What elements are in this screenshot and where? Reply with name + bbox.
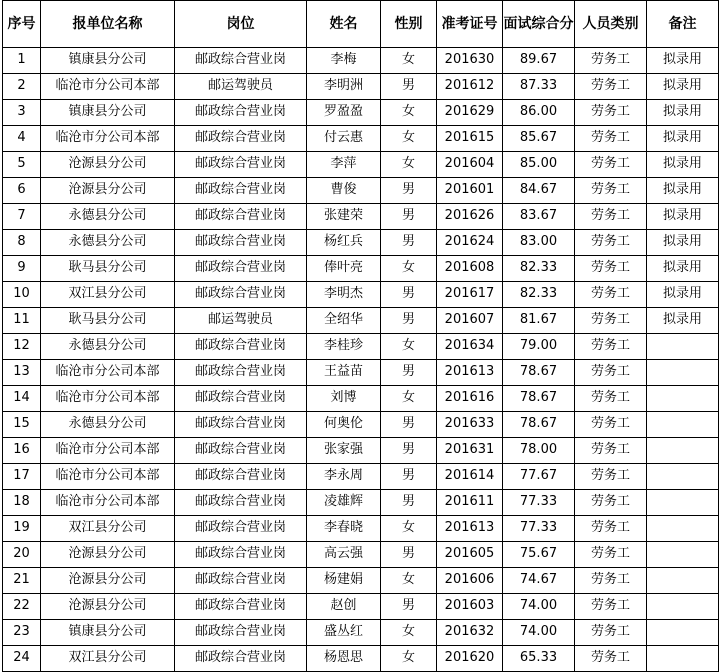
cell-type: 劳务工 <box>575 542 647 568</box>
table-row <box>3 568 719 594</box>
cell-type: 劳务工 <box>575 464 647 490</box>
cell-post: 邮政综合营业岗 <box>175 48 307 74</box>
cell-type: 劳务工 <box>575 74 647 100</box>
cell-unit: 沧源县分公司 <box>41 178 175 204</box>
cell-name: 何奥伦 <box>307 412 381 438</box>
cell-card: 201613 <box>437 360 503 386</box>
cell-score: 85.67 <box>503 126 575 152</box>
cell-post: 邮政综合营业岗 <box>175 464 307 490</box>
cell-sex: 女 <box>381 152 437 178</box>
column-header-sex <box>381 1 437 48</box>
cell-idx: 11 <box>3 308 41 334</box>
cell-sex: 男 <box>381 282 437 308</box>
cell-card: 201617 <box>437 282 503 308</box>
cell-post: 邮运驾驶员 <box>175 74 307 100</box>
cell-name: 李桂珍 <box>307 334 381 360</box>
cell-post: 邮政综合营业岗 <box>175 412 307 438</box>
cell-sex: 女 <box>381 646 437 672</box>
cell-sex: 女 <box>381 386 437 412</box>
cell-name: 俸叶亮 <box>307 256 381 282</box>
column-header-index-label: 序号 <box>7 15 36 32</box>
cell-idx: 5 <box>3 152 41 178</box>
cell-card: 201608 <box>437 256 503 282</box>
table-row <box>3 438 719 464</box>
table-row <box>3 360 719 386</box>
cell-remark: 拟录用 <box>647 204 719 230</box>
cell-sex: 男 <box>381 74 437 100</box>
cell-name: 盛丛红 <box>307 620 381 646</box>
cell-name: 罗盈盈 <box>307 100 381 126</box>
cell-unit: 永德县分公司 <box>41 412 175 438</box>
cell-card: 201605 <box>437 542 503 568</box>
cell-type: 劳务工 <box>575 620 647 646</box>
cell-unit: 双江县分公司 <box>41 516 175 542</box>
cell-sex: 男 <box>381 178 437 204</box>
cell-unit: 临沧市分公司本部 <box>41 490 175 516</box>
table-row <box>3 334 719 360</box>
cell-remark <box>647 568 719 594</box>
table-row <box>3 282 719 308</box>
cell-idx: 24 <box>3 646 41 672</box>
cell-idx: 8 <box>3 230 41 256</box>
table-row <box>3 230 719 256</box>
cell-name: 张家强 <box>307 438 381 464</box>
cell-sex: 男 <box>381 360 437 386</box>
cell-sex: 男 <box>381 412 437 438</box>
column-header-type <box>575 1 647 48</box>
cell-remark <box>647 412 719 438</box>
cell-name: 刘博 <box>307 386 381 412</box>
cell-score: 81.67 <box>503 308 575 334</box>
cell-type: 劳务工 <box>575 646 647 672</box>
cell-unit: 沧源县分公司 <box>41 152 175 178</box>
cell-idx: 15 <box>3 412 41 438</box>
table-row <box>3 178 719 204</box>
column-header-post-label: 岗位 <box>226 15 255 32</box>
cell-card: 201614 <box>437 464 503 490</box>
cell-unit: 永德县分公司 <box>41 230 175 256</box>
cell-sex: 女 <box>381 516 437 542</box>
cell-remark <box>647 386 719 412</box>
cell-name: 高云强 <box>307 542 381 568</box>
cell-score: 87.33 <box>503 74 575 100</box>
cell-idx: 13 <box>3 360 41 386</box>
column-header-index <box>3 1 41 48</box>
cell-card: 201611 <box>437 490 503 516</box>
cell-unit: 沧源县分公司 <box>41 542 175 568</box>
cell-sex: 女 <box>381 100 437 126</box>
cell-post: 邮政综合营业岗 <box>175 360 307 386</box>
cell-remark: 拟录用 <box>647 178 719 204</box>
cell-remark: 拟录用 <box>647 100 719 126</box>
cell-remark: 拟录用 <box>647 308 719 334</box>
cell-name: 全绍华 <box>307 308 381 334</box>
cell-unit: 耿马县分公司 <box>41 256 175 282</box>
cell-unit: 镇康县分公司 <box>41 48 175 74</box>
cell-card: 201629 <box>437 100 503 126</box>
cell-post: 邮政综合营业岗 <box>175 620 307 646</box>
table-head <box>3 1 719 48</box>
cell-unit: 永德县分公司 <box>41 334 175 360</box>
cell-unit: 双江县分公司 <box>41 282 175 308</box>
cell-idx: 1 <box>3 48 41 74</box>
cell-post: 邮政综合营业岗 <box>175 204 307 230</box>
cell-score: 78.00 <box>503 438 575 464</box>
cell-sex: 男 <box>381 230 437 256</box>
cell-sex: 男 <box>381 438 437 464</box>
column-header-post <box>175 1 307 48</box>
cell-post: 邮运驾驶员 <box>175 308 307 334</box>
cell-type: 劳务工 <box>575 282 647 308</box>
cell-idx: 10 <box>3 282 41 308</box>
column-header-score-label: 面试综合分 <box>503 15 574 32</box>
cell-idx: 18 <box>3 490 41 516</box>
table-row <box>3 646 719 672</box>
cell-idx: 21 <box>3 568 41 594</box>
cell-remark <box>647 360 719 386</box>
table-row <box>3 100 719 126</box>
column-header-card <box>437 1 503 48</box>
cell-remark <box>647 516 719 542</box>
cell-card: 201601 <box>437 178 503 204</box>
cell-type: 劳务工 <box>575 412 647 438</box>
cell-post: 邮政综合营业岗 <box>175 568 307 594</box>
cell-score: 74.67 <box>503 568 575 594</box>
cell-post: 邮政综合营业岗 <box>175 516 307 542</box>
cell-idx: 17 <box>3 464 41 490</box>
cell-sex: 男 <box>381 308 437 334</box>
cell-name: 李明杰 <box>307 282 381 308</box>
cell-post: 邮政综合营业岗 <box>175 230 307 256</box>
column-header-remark-label: 备注 <box>668 15 697 32</box>
cell-name: 凌雄辉 <box>307 490 381 516</box>
cell-post: 邮政综合营业岗 <box>175 334 307 360</box>
cell-idx: 14 <box>3 386 41 412</box>
cell-idx: 7 <box>3 204 41 230</box>
column-header-score <box>503 1 575 48</box>
cell-unit: 双江县分公司 <box>41 646 175 672</box>
cell-unit: 临沧市分公司本部 <box>41 464 175 490</box>
cell-score: 85.00 <box>503 152 575 178</box>
cell-idx: 3 <box>3 100 41 126</box>
cell-type: 劳务工 <box>575 152 647 178</box>
candidate-results-table <box>2 0 719 672</box>
cell-card: 201604 <box>437 152 503 178</box>
cell-score: 83.00 <box>503 230 575 256</box>
column-header-name-label: 姓名 <box>329 15 358 32</box>
cell-score: 78.67 <box>503 412 575 438</box>
cell-idx: 9 <box>3 256 41 282</box>
cell-card: 201606 <box>437 568 503 594</box>
cell-type: 劳务工 <box>575 48 647 74</box>
cell-type: 劳务工 <box>575 516 647 542</box>
cell-card: 201612 <box>437 74 503 100</box>
cell-remark: 拟录用 <box>647 74 719 100</box>
cell-score: 74.00 <box>503 594 575 620</box>
table-header-row <box>3 1 719 48</box>
table-row <box>3 256 719 282</box>
cell-idx: 4 <box>3 126 41 152</box>
cell-score: 77.33 <box>503 490 575 516</box>
cell-name: 赵创 <box>307 594 381 620</box>
table-row <box>3 516 719 542</box>
cell-unit: 临沧市分公司本部 <box>41 438 175 464</box>
cell-card: 201630 <box>437 48 503 74</box>
cell-score: 83.67 <box>503 204 575 230</box>
cell-remark <box>647 620 719 646</box>
cell-unit: 临沧市分公司本部 <box>41 360 175 386</box>
column-header-unit <box>41 1 175 48</box>
table-body <box>3 48 719 672</box>
cell-score: 78.67 <box>503 360 575 386</box>
cell-score: 82.33 <box>503 282 575 308</box>
cell-sex: 女 <box>381 126 437 152</box>
cell-sex: 女 <box>381 256 437 282</box>
cell-unit: 临沧市分公司本部 <box>41 74 175 100</box>
cell-score: 84.67 <box>503 178 575 204</box>
cell-sex: 女 <box>381 48 437 74</box>
cell-name: 付云惠 <box>307 126 381 152</box>
cell-remark: 拟录用 <box>647 152 719 178</box>
cell-name: 李萍 <box>307 152 381 178</box>
cell-score: 89.67 <box>503 48 575 74</box>
cell-remark <box>647 542 719 568</box>
table-row <box>3 412 719 438</box>
cell-type: 劳务工 <box>575 568 647 594</box>
cell-name: 李梅 <box>307 48 381 74</box>
table-row <box>3 204 719 230</box>
cell-sex: 男 <box>381 542 437 568</box>
cell-remark <box>647 334 719 360</box>
cell-post: 邮政综合营业岗 <box>175 490 307 516</box>
cell-unit: 镇康县分公司 <box>41 100 175 126</box>
cell-sex: 女 <box>381 334 437 360</box>
cell-card: 201624 <box>437 230 503 256</box>
cell-idx: 12 <box>3 334 41 360</box>
cell-post: 邮政综合营业岗 <box>175 594 307 620</box>
cell-name: 李春晓 <box>307 516 381 542</box>
cell-idx: 20 <box>3 542 41 568</box>
cell-card: 201631 <box>437 438 503 464</box>
cell-score: 82.33 <box>503 256 575 282</box>
cell-unit: 沧源县分公司 <box>41 568 175 594</box>
cell-sex: 男 <box>381 594 437 620</box>
cell-type: 劳务工 <box>575 308 647 334</box>
table-row <box>3 620 719 646</box>
cell-score: 74.00 <box>503 620 575 646</box>
table-row <box>3 386 719 412</box>
cell-unit: 沧源县分公司 <box>41 594 175 620</box>
column-header-name <box>307 1 381 48</box>
cell-sex: 男 <box>381 204 437 230</box>
cell-card: 201626 <box>437 204 503 230</box>
cell-post: 邮政综合营业岗 <box>175 100 307 126</box>
cell-post: 邮政综合营业岗 <box>175 438 307 464</box>
column-header-card-label: 准考证号 <box>441 15 498 32</box>
cell-score: 78.67 <box>503 386 575 412</box>
cell-remark <box>647 490 719 516</box>
cell-post: 邮政综合营业岗 <box>175 178 307 204</box>
cell-score: 75.67 <box>503 542 575 568</box>
cell-post: 邮政综合营业岗 <box>175 152 307 178</box>
cell-remark: 拟录用 <box>647 230 719 256</box>
cell-idx: 6 <box>3 178 41 204</box>
cell-type: 劳务工 <box>575 490 647 516</box>
cell-type: 劳务工 <box>575 334 647 360</box>
table-row <box>3 594 719 620</box>
cell-unit: 临沧市分公司本部 <box>41 126 175 152</box>
cell-unit: 镇康县分公司 <box>41 620 175 646</box>
cell-type: 劳务工 <box>575 126 647 152</box>
cell-score: 65.33 <box>503 646 575 672</box>
cell-post: 邮政综合营业岗 <box>175 126 307 152</box>
cell-type: 劳务工 <box>575 438 647 464</box>
cell-name: 杨建娟 <box>307 568 381 594</box>
cell-post: 邮政综合营业岗 <box>175 256 307 282</box>
table-row <box>3 308 719 334</box>
cell-card: 201613 <box>437 516 503 542</box>
cell-post: 邮政综合营业岗 <box>175 646 307 672</box>
cell-card: 201603 <box>437 594 503 620</box>
cell-idx: 23 <box>3 620 41 646</box>
cell-type: 劳务工 <box>575 594 647 620</box>
cell-card: 201615 <box>437 126 503 152</box>
cell-unit: 临沧市分公司本部 <box>41 386 175 412</box>
cell-card: 201607 <box>437 308 503 334</box>
cell-card: 201620 <box>437 646 503 672</box>
table-row <box>3 542 719 568</box>
cell-sex: 女 <box>381 620 437 646</box>
cell-card: 201634 <box>437 334 503 360</box>
cell-type: 劳务工 <box>575 178 647 204</box>
cell-unit: 耿马县分公司 <box>41 308 175 334</box>
table-row <box>3 48 719 74</box>
cell-remark <box>647 594 719 620</box>
column-header-type-label: 人员类别 <box>582 15 639 32</box>
table-row <box>3 126 719 152</box>
column-header-sex-label: 性别 <box>394 15 423 32</box>
table-row <box>3 152 719 178</box>
cell-post: 邮政综合营业岗 <box>175 386 307 412</box>
table-row <box>3 464 719 490</box>
table-row <box>3 490 719 516</box>
cell-idx: 22 <box>3 594 41 620</box>
cell-name: 杨恩思 <box>307 646 381 672</box>
cell-type: 劳务工 <box>575 256 647 282</box>
cell-card: 201632 <box>437 620 503 646</box>
cell-idx: 16 <box>3 438 41 464</box>
column-header-remark <box>647 1 719 48</box>
table-row <box>3 74 719 100</box>
cell-card: 201633 <box>437 412 503 438</box>
cell-remark: 拟录用 <box>647 256 719 282</box>
cell-name: 王益苗 <box>307 360 381 386</box>
cell-score: 79.00 <box>503 334 575 360</box>
cell-type: 劳务工 <box>575 230 647 256</box>
cell-name: 李明洲 <box>307 74 381 100</box>
cell-type: 劳务工 <box>575 204 647 230</box>
cell-name: 李永周 <box>307 464 381 490</box>
cell-unit: 永德县分公司 <box>41 204 175 230</box>
cell-remark <box>647 438 719 464</box>
cell-remark: 拟录用 <box>647 282 719 308</box>
cell-type: 劳务工 <box>575 100 647 126</box>
cell-score: 86.00 <box>503 100 575 126</box>
cell-post: 邮政综合营业岗 <box>175 282 307 308</box>
cell-card: 201616 <box>437 386 503 412</box>
cell-remark: 拟录用 <box>647 126 719 152</box>
cell-score: 77.67 <box>503 464 575 490</box>
cell-remark <box>647 646 719 672</box>
cell-type: 劳务工 <box>575 360 647 386</box>
cell-sex: 男 <box>381 464 437 490</box>
cell-idx: 2 <box>3 74 41 100</box>
cell-name: 杨红兵 <box>307 230 381 256</box>
cell-remark: 拟录用 <box>647 48 719 74</box>
cell-idx: 19 <box>3 516 41 542</box>
cell-name: 曹俊 <box>307 178 381 204</box>
cell-sex: 女 <box>381 568 437 594</box>
cell-post: 邮政综合营业岗 <box>175 542 307 568</box>
cell-type: 劳务工 <box>575 386 647 412</box>
cell-sex: 男 <box>381 490 437 516</box>
cell-score: 77.33 <box>503 516 575 542</box>
column-header-unit-label: 报单位名称 <box>72 15 143 32</box>
cell-remark <box>647 464 719 490</box>
cell-name: 张建荣 <box>307 204 381 230</box>
